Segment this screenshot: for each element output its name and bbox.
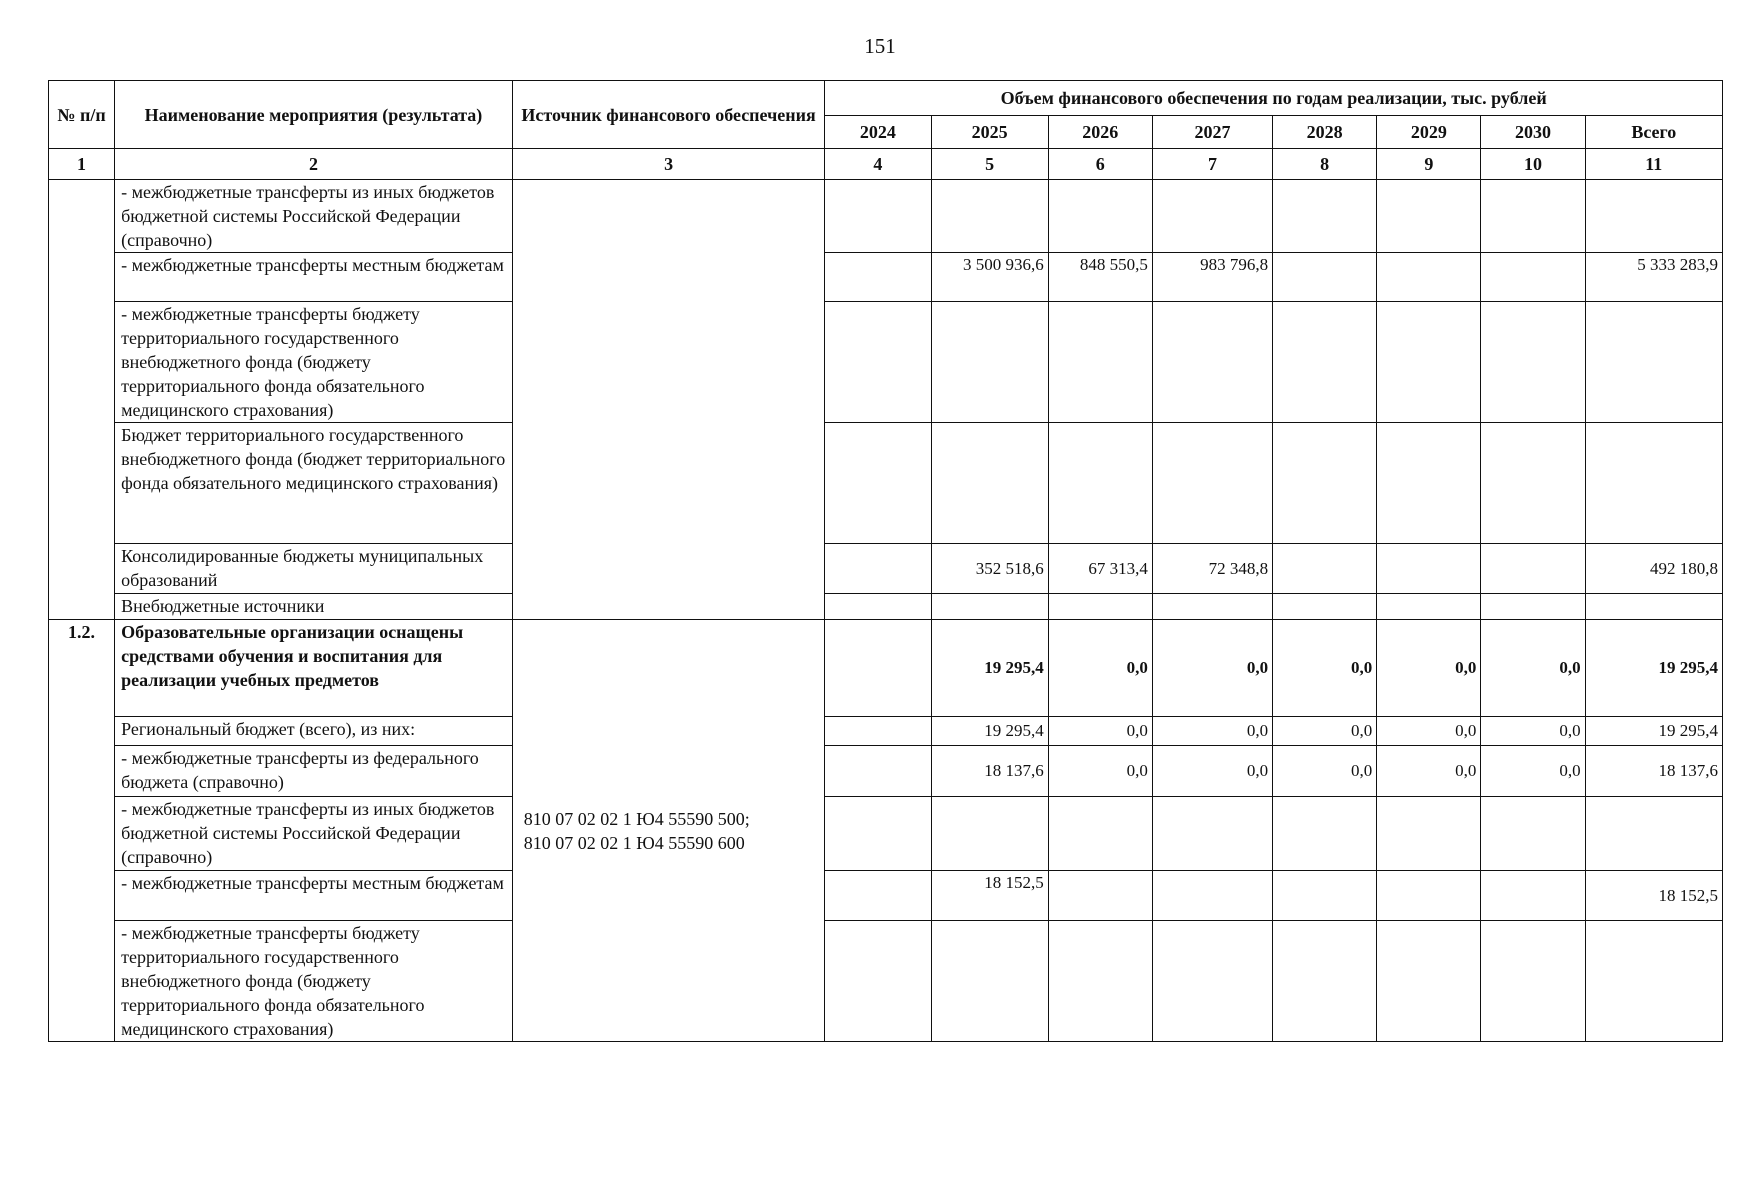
row-name: - межбюджетные трансферты из федерального бюджета (справочно) [115,746,513,797]
value-cell [825,620,931,717]
header-year: 2029 [1377,116,1481,149]
column-number: 2 [115,149,513,180]
value-cell [1377,594,1481,620]
financing-table [48,80,1723,1042]
header-col-volume: Объем финансового обеспечения по годам реализации, тыс. рублей [825,81,1723,116]
column-number: 8 [1273,149,1377,180]
column-number: 4 [825,149,931,180]
value-cell [1152,797,1272,871]
value-cell: 0,0 [1377,717,1481,746]
value-cell [931,423,1048,544]
row-name: Бюджет территориального государственного внебюджетного фонда (бюджет территориального фонда обязательного медицинского страхования) [115,423,513,544]
row-number-cell [49,180,115,620]
row-name: Образовательные организации оснащены средствами обучения и воспитания для реализации учебных предметов [115,620,513,717]
source-code: 810 07 02 02 1 Ю4 55590 600 [523,832,745,853]
header-col-source: Источник финансового обеспечения [512,81,825,149]
value-cell [825,253,931,302]
value-cell [1152,871,1272,921]
value-cell [1585,302,1722,423]
value-cell: 19 295,4 [931,717,1048,746]
value-cell [931,797,1048,871]
value-cell [1048,423,1152,544]
value-cell [1048,180,1152,253]
row-name: - межбюджетные трансферты бюджету территориального государственного внебюджетного фонда (бюджету территориального фонда обязательного медицинского страхования) [115,302,513,423]
source-cell [512,620,825,1042]
value-cell [1273,253,1377,302]
value-cell [1585,797,1722,871]
table-row [49,746,1723,797]
value-cell: 0,0 [1152,620,1272,717]
value-cell: 19 295,4 [1585,717,1722,746]
value-cell: 5 333 283,9 [1585,253,1722,302]
row-name: - межбюджетные трансферты из иных бюджетов бюджетной системы Российской Федерации (справочно) [115,180,513,253]
value-cell [1152,180,1272,253]
table-row [49,620,1723,717]
page-number: 151 [864,34,896,58]
value-cell [825,423,931,544]
value-cell: 0,0 [1481,620,1585,717]
value-cell: 19 295,4 [1585,620,1722,717]
row-name: - межбюджетные трансферты местным бюджетам [115,253,513,302]
value-cell: 0,0 [1377,746,1481,797]
column-number: 7 [1152,149,1272,180]
value-cell [1481,253,1585,302]
value-cell [825,180,931,253]
value-cell: 19 295,4 [931,620,1048,717]
value-cell [1377,180,1481,253]
value-cell [1377,797,1481,871]
value-cell [1585,921,1722,1042]
value-cell [825,717,931,746]
value-cell: 848 550,5 [1048,253,1152,302]
value-cell: 0,0 [1048,620,1152,717]
value-cell [1585,423,1722,544]
value-cell [1481,302,1585,423]
value-cell [1585,594,1722,620]
value-cell: 3 500 936,6 [931,253,1048,302]
column-number: 6 [1048,149,1152,180]
column-number: 9 [1377,149,1481,180]
column-number: 3 [512,149,825,180]
value-cell: 0,0 [1481,717,1585,746]
value-cell: 72 348,8 [1152,544,1272,594]
value-cell [1273,544,1377,594]
value-cell [1377,423,1481,544]
row-name: - межбюджетные трансферты местным бюджетам [115,871,513,921]
header-year: 2028 [1273,116,1377,149]
value-cell [1481,594,1585,620]
value-cell [1048,302,1152,423]
source-code: 810 07 02 02 1 Ю4 55590 500; [523,808,750,829]
value-cell [931,594,1048,620]
header-col-num: № п/п [49,81,115,149]
value-cell [1481,423,1585,544]
value-cell: 18 137,6 [1585,746,1722,797]
column-number: 11 [1585,149,1722,180]
value-cell [1377,544,1481,594]
source-cell-empty [512,180,825,620]
table-row [49,423,1723,544]
table-row [49,253,1723,302]
value-cell [1048,921,1152,1042]
value-cell: 0,0 [1273,746,1377,797]
value-cell: 0,0 [1048,746,1152,797]
header-total: Всего [1585,116,1722,149]
value-cell: 18 137,6 [931,746,1048,797]
value-cell [1585,180,1722,253]
value-cell [825,302,931,423]
value-cell: 18 152,5 [931,871,1048,921]
value-cell [1273,180,1377,253]
value-cell [1048,871,1152,921]
value-cell: 0,0 [1152,717,1272,746]
value-cell [1152,594,1272,620]
table-row [49,302,1723,423]
value-cell [1377,253,1481,302]
value-cell: 0,0 [1273,620,1377,717]
value-cell: 0,0 [1377,620,1481,717]
value-cell: 492 180,8 [1585,544,1722,594]
value-cell: 0,0 [1152,746,1272,797]
row-name: Региональный бюджет (всего), из них: [115,717,513,746]
row-name: - межбюджетные трансферты из иных бюджетов бюджетной системы Российской Федерации (справочно) [115,797,513,871]
value-cell: 67 313,4 [1048,544,1152,594]
value-cell [1273,797,1377,871]
value-cell: 983 796,8 [1152,253,1272,302]
table-row [49,180,1723,253]
header-year: 2027 [1152,116,1272,149]
value-cell [1273,302,1377,423]
value-cell [825,746,931,797]
value-cell: 0,0 [1048,717,1152,746]
value-cell [931,180,1048,253]
value-cell [1377,921,1481,1042]
column-number: 1 [49,149,115,180]
value-cell [1152,302,1272,423]
value-cell [1273,871,1377,921]
table-row [49,921,1723,1042]
row-name: Внебюджетные источники [115,594,513,620]
value-cell [825,797,931,871]
row-name: - межбюджетные трансферты бюджету территориального государственного внебюджетного фонда (бюджету территориального фонда обязательного медицинского страхования) [115,921,513,1042]
value-cell: 0,0 [1481,746,1585,797]
row-name: Консолидированные бюджеты муниципальных образований [115,544,513,594]
table-row [49,594,1723,620]
value-cell [931,921,1048,1042]
column-number: 10 [1481,149,1585,180]
value-cell [1048,797,1152,871]
header-year: 2024 [825,116,931,149]
value-cell [1273,423,1377,544]
table-row [49,544,1723,594]
value-cell [1377,871,1481,921]
value-cell [1481,544,1585,594]
row-number-cell: 1.2. [49,620,115,1042]
value-cell [1152,921,1272,1042]
value-cell [1152,423,1272,544]
value-cell [825,921,931,1042]
header-col-name: Наименование мероприятия (результата) [115,81,513,149]
value-cell [1377,302,1481,423]
value-cell [1273,594,1377,620]
value-cell [1481,797,1585,871]
value-cell: 0,0 [1273,717,1377,746]
value-cell: 352 518,6 [931,544,1048,594]
value-cell [825,594,931,620]
table-row [49,871,1723,921]
value-cell [1273,921,1377,1042]
table-row [49,717,1723,746]
value-cell [1481,921,1585,1042]
value-cell [825,544,931,594]
value-cell [825,871,931,921]
table-row [49,797,1723,871]
value-cell: 18 152,5 [1585,871,1722,921]
column-number: 5 [931,149,1048,180]
header-year: 2026 [1048,116,1152,149]
value-cell [1481,180,1585,253]
value-cell [1048,594,1152,620]
header-year: 2025 [931,116,1048,149]
value-cell [931,302,1048,423]
value-cell [1481,871,1585,921]
header-year: 2030 [1481,116,1585,149]
